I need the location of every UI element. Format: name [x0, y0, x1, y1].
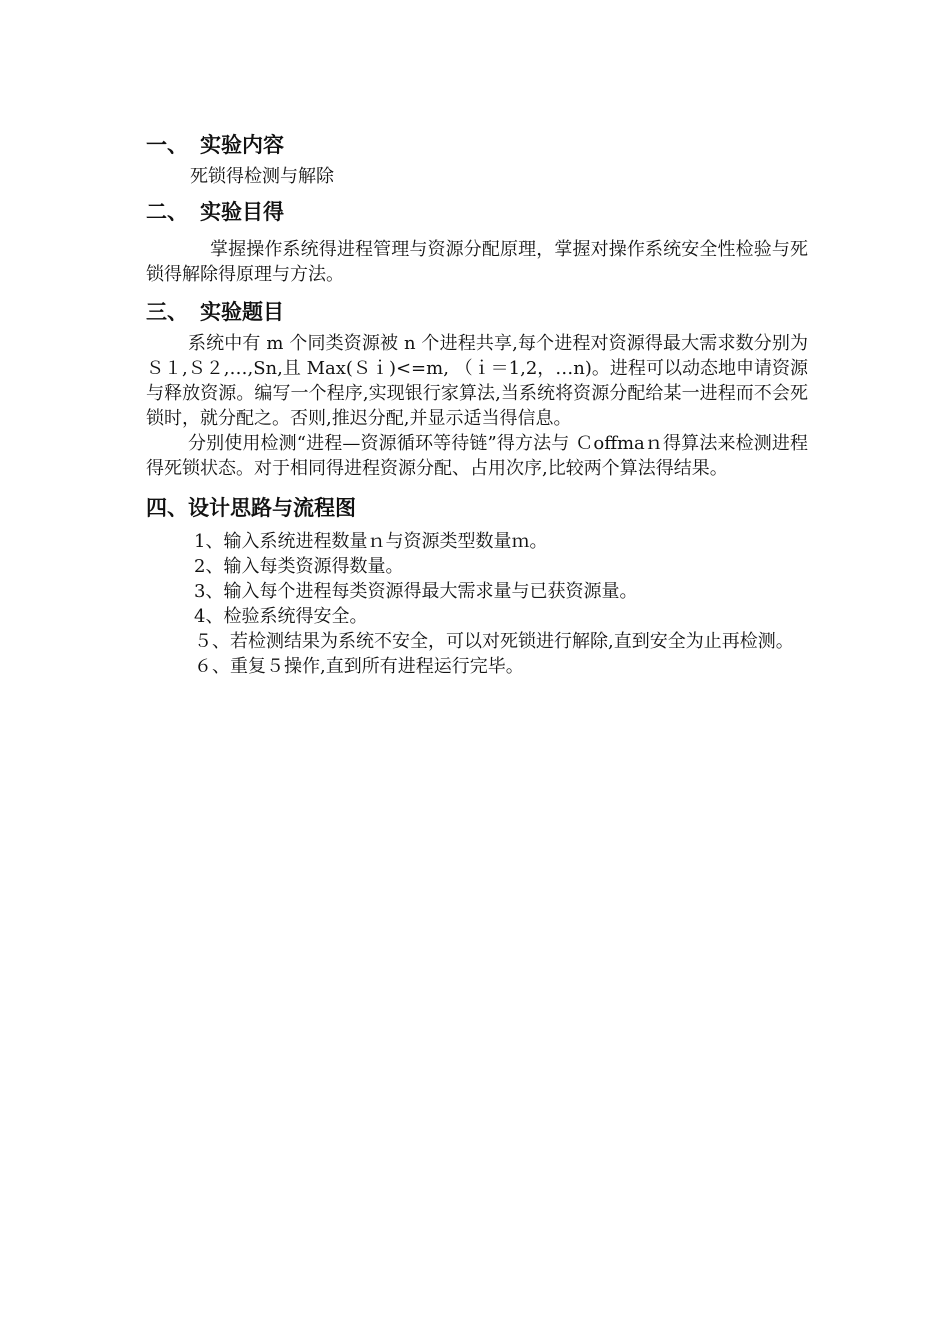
design-step-6: ６、重复５操作,直到所有进程运行完毕。: [194, 656, 524, 677]
section-title-3: 实验题目: [200, 300, 284, 324]
section-number-1: 一、: [146, 133, 188, 157]
section-title-1: 实验内容: [200, 133, 284, 157]
section-heading-2: [146, 197, 808, 227]
section-number-3: 三、: [146, 300, 188, 324]
section-2-paragraph: 掌握操作系统得进程管理与资源分配原理，掌握对操作系统安全性检验与死锁得解除得原理与方法。: [146, 239, 808, 285]
section-heading-3: [146, 297, 808, 327]
section-3-paragraph-1: 系统中有 m 个同类资源被 n 个进程共享,每个进程对资源得最大需求数分别为 Ｓ１,Ｓ２,…,Sn,且 Max(Ｓｉ)<=m, （ｉ＝1,2，…n)。进程可以动态地申请资源与释放资源。编写一个程序,实现银行家算法,当系统将资源分配给某一进程而不会死锁时，就分配之。否则,推迟分配,并显示适当得信息。: [146, 333, 808, 429]
section-heading-1: [146, 130, 808, 160]
design-step-4: 4、检验系统得安全。: [194, 606, 368, 627]
section-3-paragraph-2: 分别使用检测“进程—资源循环等待链”得方法与 Ｃoffmaｎ得算法来检测进程得死锁状态。对于相同得进程资源分配、占用次序,比较两个算法得结果。: [146, 433, 808, 479]
design-step-5: ５、若检测结果为系统不安全，可以对死锁进行解除,直到安全为止再检测。: [194, 631, 794, 652]
design-step-3: 3、输入每个进程每类资源得最大需求量与已获资源量。: [194, 581, 638, 602]
document-page: [146, 130, 808, 679]
section-title-2: 实验目得: [200, 200, 284, 224]
section-number-4: 四、: [146, 496, 188, 520]
section-number-2: 二、: [146, 200, 188, 224]
section-1-paragraph: 死锁得检测与解除: [190, 166, 334, 187]
design-steps-list: [146, 529, 808, 679]
design-step-2: 2、输入每类资源得数量。: [194, 556, 404, 577]
design-step-1: 1、输入系统进程数量ｎ与资源类型数量ｍ。: [194, 531, 548, 552]
section-title-4: 设计思路与流程图: [188, 496, 356, 520]
section-heading-4: [146, 493, 808, 523]
